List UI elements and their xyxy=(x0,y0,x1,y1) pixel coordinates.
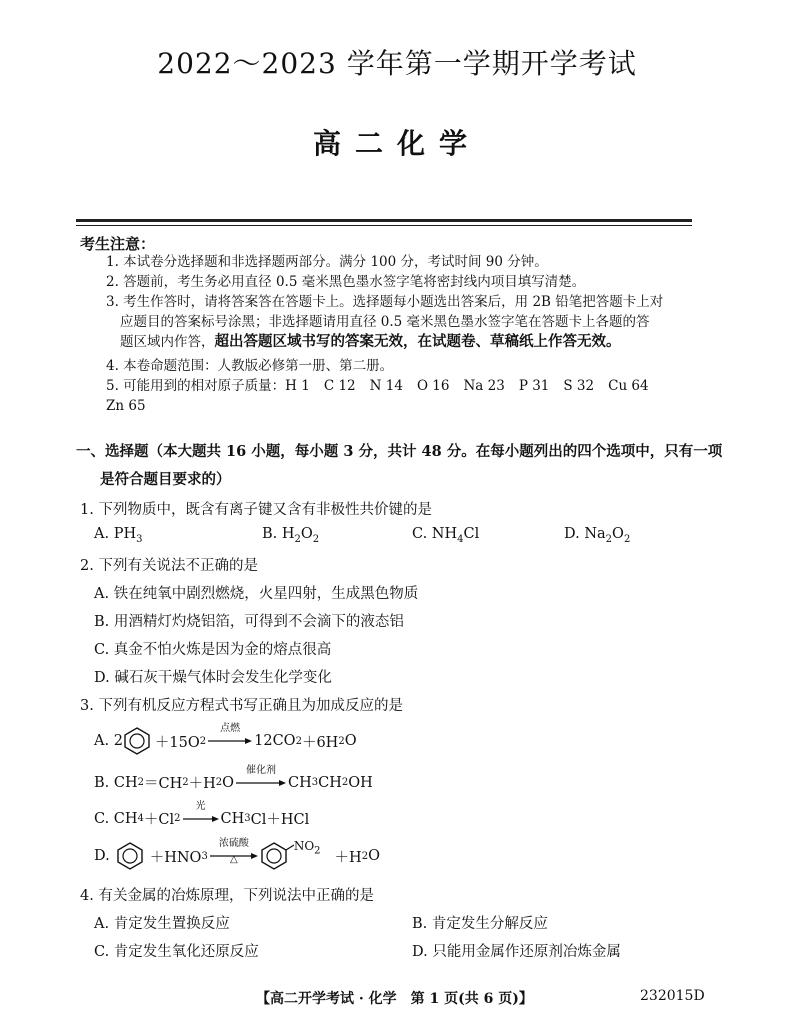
reaction-arrow-a: 点燃 xyxy=(208,733,252,749)
notice-heading: 考生注意： xyxy=(80,235,156,253)
notice-item-5-cont: Zn 65 xyxy=(106,398,146,414)
header-rule-thick xyxy=(76,219,692,222)
mass-p: P 31 xyxy=(518,378,550,394)
exam-title: 2022～2023 学年第一学期开学考试 xyxy=(157,47,637,80)
q2-option-d: D. 碱石灰干燥气体时会发生化学变化 xyxy=(94,670,332,686)
nitro-group-label: $NO_2$ xyxy=(293,839,321,857)
notice-warning: 超出答题区域书写的答案无效，在试题卷、草稿纸上作答无效。 xyxy=(214,333,621,350)
benzene-ring-icon xyxy=(123,726,151,756)
notice-item-5-label: 5. 可能用到的相对原子质量： xyxy=(106,378,286,394)
q2-option-a: A. 铁在纯氧中剧烈燃烧，火星四射，生成黑色物质 xyxy=(94,586,419,602)
header-rule-thin xyxy=(76,225,692,226)
footer-exam-code: 232015D xyxy=(640,988,705,1004)
q1-stem: 1. 下列物质中，既含有离子键又含有非极性共价键的是 xyxy=(80,502,432,518)
notice-item-2: 2. 答题前，考生务必用直径 0.5 毫米黑色墨水签字笔将密封线内项目填写清楚。 xyxy=(106,274,586,290)
q1-option-d: D. $Na_2O_2$ xyxy=(564,526,631,545)
section-1-title-cont: 是符合题目要求的） xyxy=(100,471,231,488)
notice-item-4: 4. 本卷命题范围：人教版必修第一册、第二册。 xyxy=(106,358,394,374)
q1-option-c: C. $NH_4Cl$ xyxy=(412,526,480,545)
mass-n: N 14 xyxy=(369,378,403,394)
subject-title: 高二化学 xyxy=(312,127,481,160)
section-1-desc: （本大题共 16 小题，每小题 3 分，共计 48 分。在每小题列出的四个选项中，只有一项 xyxy=(148,443,723,460)
reaction-arrow-c: 光 xyxy=(183,811,219,827)
q2-option-c: C. 真金不怕火炼是因为金的熔点很高 xyxy=(94,642,332,658)
section-1-label: 一、选择题 xyxy=(76,443,149,460)
notice-item-3: 3. 考生作答时，请将答案答在答题卡上。选择题每小题选出答案后，用 2B 铅笔把答题卡上对 xyxy=(106,294,664,310)
q2-option-b: B. 用酒精灯灼烧铝箔，可得到不会滴下的液态铝 xyxy=(94,614,404,630)
mass-s: S 32 xyxy=(563,378,595,394)
nitrobenzene-ring-icon xyxy=(260,841,294,871)
mass-cu: Cu 64 xyxy=(608,378,649,394)
q3-option-a: A. 2 ＋15O 2 点燃 12CO 2 ＋6H 2 O xyxy=(94,726,357,756)
reaction-arrow-d: 浓硫酸 △ xyxy=(210,848,258,864)
footer-page-info: 【高二开学考试 · 化学 第 1 页(共 6 页)】 xyxy=(256,991,533,1007)
notice-item-3-end xyxy=(120,332,621,352)
section-1-title xyxy=(76,440,723,461)
q3-option-c: C. CH 4 ＋Cl 2 光 CH 3 Cl＋HCl xyxy=(94,800,310,828)
notice-item-3-tail: 题区域内作答， xyxy=(120,334,215,350)
q4-option-a: A. 肯定发生置换反应 xyxy=(94,916,230,932)
mass-h: H 1 xyxy=(285,378,310,394)
mass-o: O 16 xyxy=(416,378,450,394)
q4-stem: 4. 有关金属的冶炼原理，下列说法中正确的是 xyxy=(80,888,374,904)
q3-option-b: B. CH 2 ＝CH 2 ＋H 2 O 催化剂 CH 3 CH 2 OH xyxy=(94,764,373,792)
q4-option-d: D. 只能用金属作还原剂冶炼金属 xyxy=(412,944,621,960)
q1-option-a: A. $PH_3$ xyxy=(94,526,143,545)
q2-stem: 2. 下列有关说法不正确的是 xyxy=(80,558,258,574)
q3-option-d: D. ＋HNO 3 浓硫酸 △ $NO_2$ ＋H 2 O xyxy=(94,838,380,874)
mass-c: C 12 xyxy=(323,378,356,394)
notice-item-3-cont: 应题目的答案标号涂黑；非选择题请用直径 0.5 毫米黑色墨水签字笔在答题卡上各题的答 xyxy=(120,314,650,330)
q4-option-b: B. 肯定发生分解反应 xyxy=(412,916,548,932)
q1-option-b: B. $H_2O_2$ xyxy=(262,526,320,545)
notice-item-1: 1. 本试卷分选择题和非选择题两部分。满分 100 分，考试时间 90 分钟。 xyxy=(106,254,548,270)
q4-option-c: C. 肯定发生氧化还原反应 xyxy=(94,944,259,960)
benzene-ring-icon xyxy=(116,841,144,871)
notice-item-5 xyxy=(106,376,649,396)
reaction-arrow-b: 催化剂 xyxy=(236,775,286,791)
mass-na: Na 23 xyxy=(463,378,505,394)
q3-stem: 3. 下列有机反应方程式书写正确且为加成反应的是 xyxy=(80,698,403,714)
